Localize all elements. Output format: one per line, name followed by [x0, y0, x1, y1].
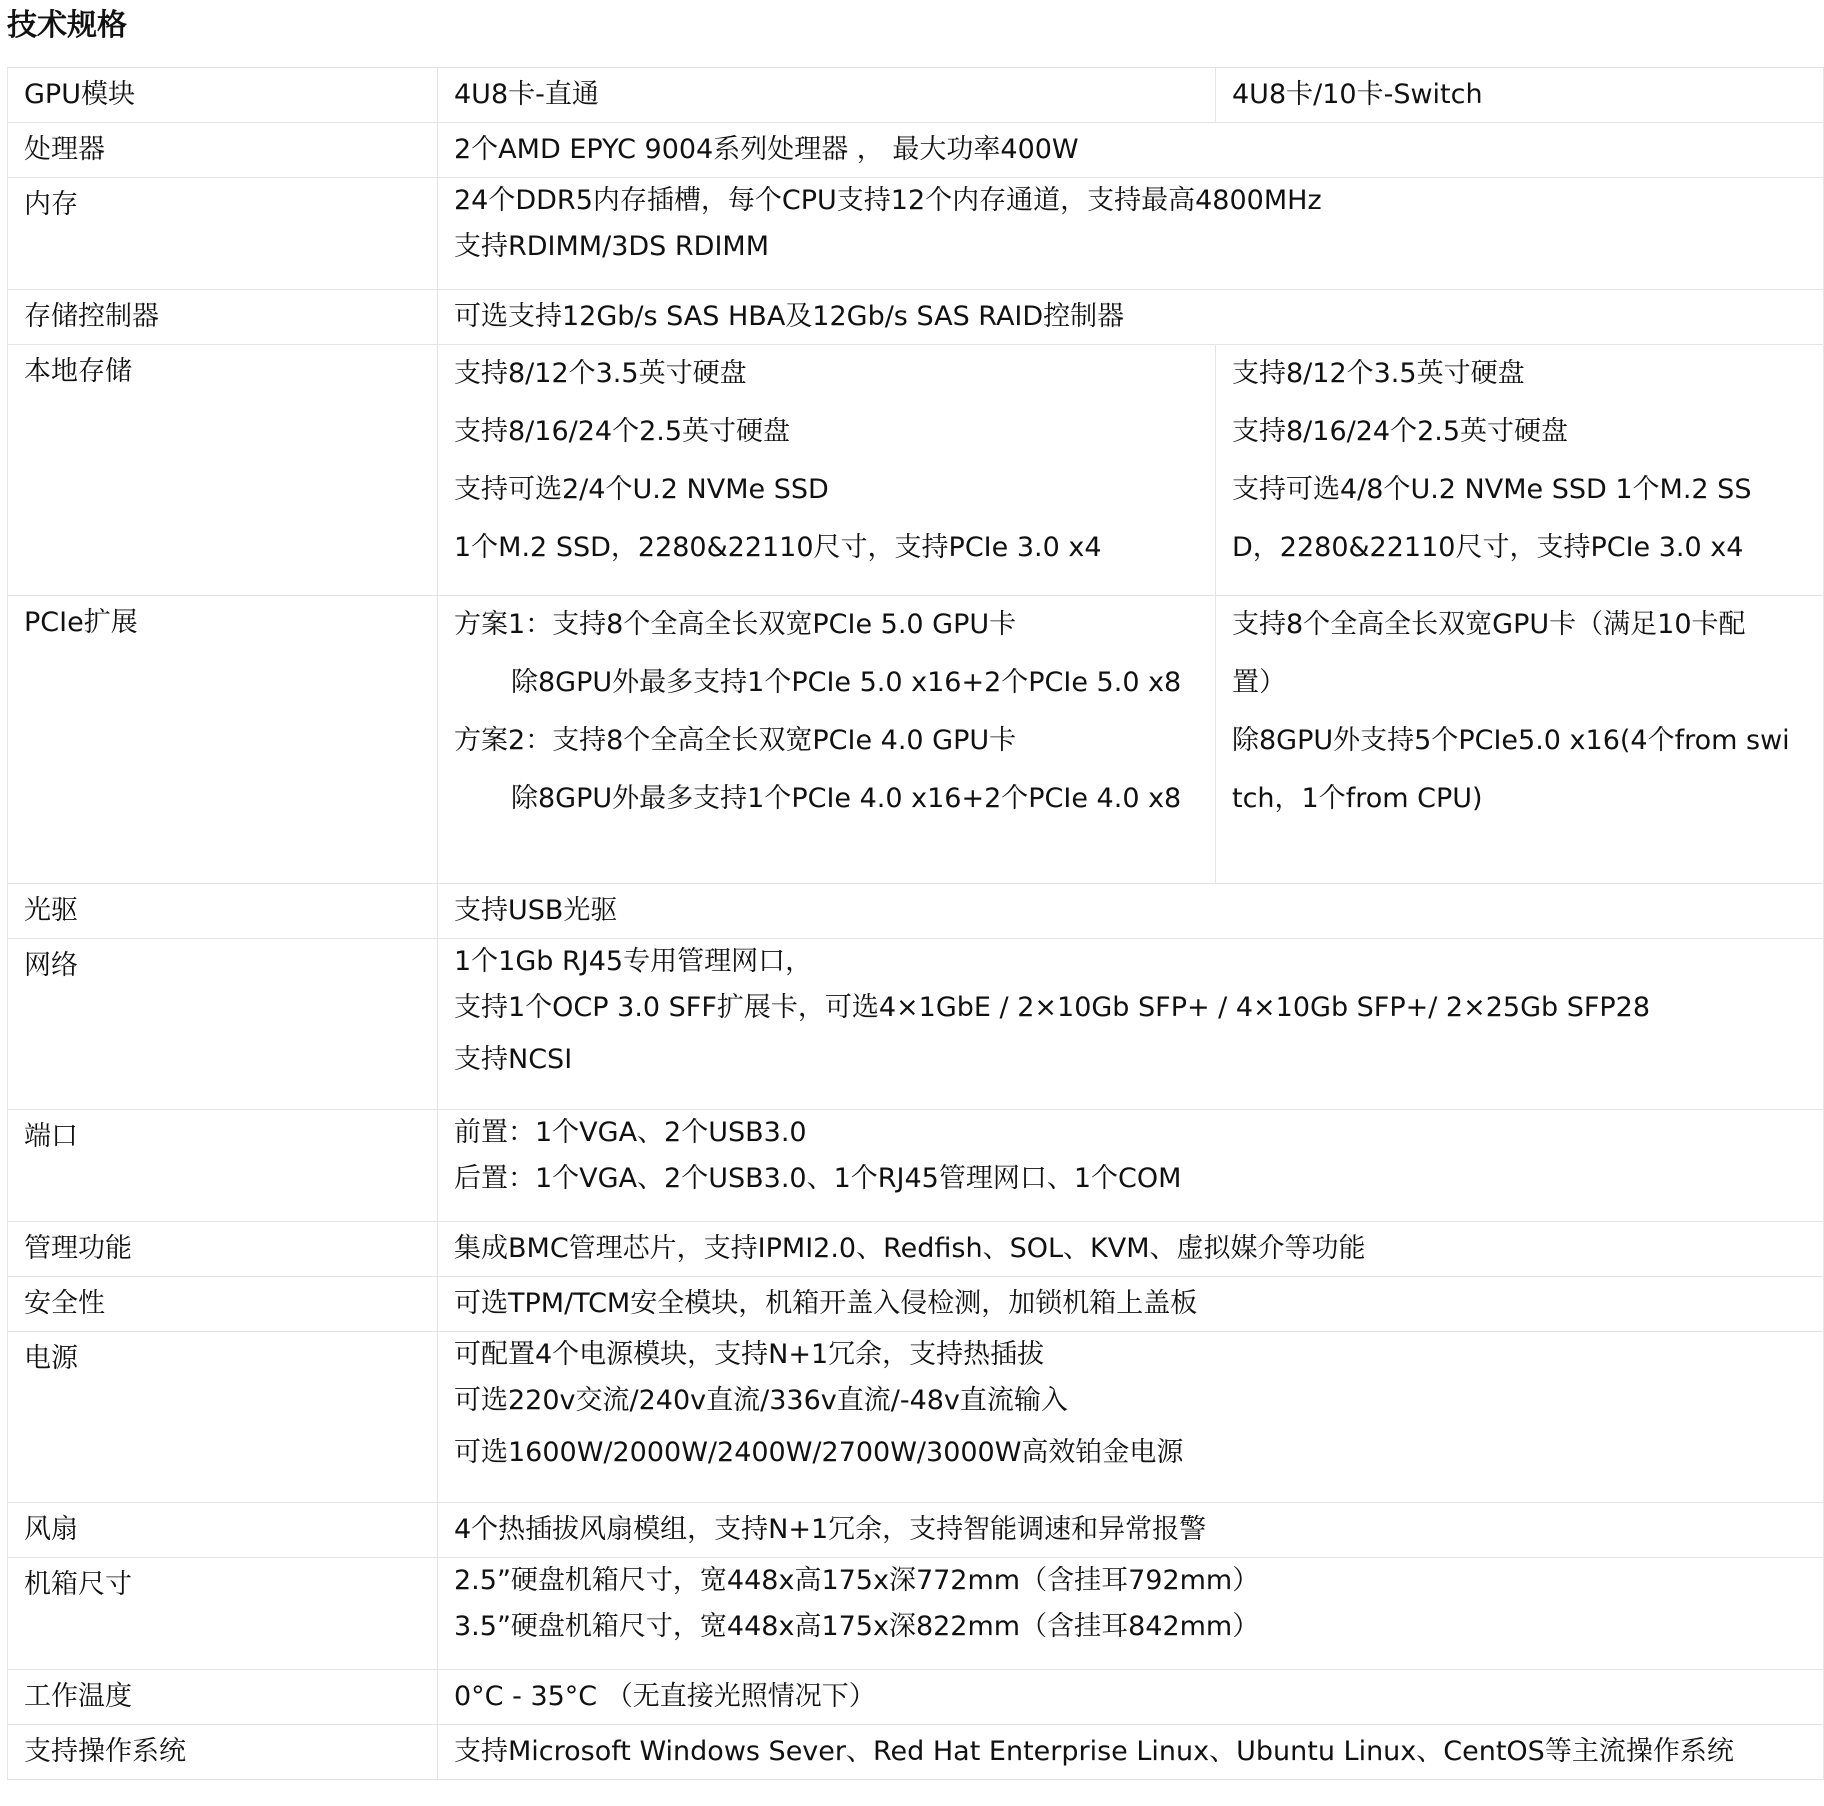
row-label-temperature: 工作温度 — [8, 1670, 438, 1725]
table-row-memory — [8, 178, 1824, 290]
row-label-storage: 本地存储 — [8, 345, 438, 596]
pcie-line: 除8GPU外最多支持1个PCIe 5.0 x16+2个PCIe 5.0 x8 — [511, 667, 1182, 698]
row-label-ports: 端口 — [8, 1110, 438, 1222]
cpu-value: 2个AMD EPYC 9004系列处理器 ， 最大功率400W — [438, 123, 1824, 178]
memory-line: 支持RDIMM/3DS RDIMM — [454, 231, 769, 262]
gpu-direct-cell: 4U8卡-直通 — [438, 68, 1216, 123]
table-row-fan — [8, 1503, 1824, 1558]
fan-value: 4个热插拔风扇模组，支持N+1冗余，支持智能调速和异常报警 — [438, 1503, 1824, 1558]
pcie-line: tch，1个from CPU) — [1232, 783, 1483, 814]
storage-line: 1个M.2 SSD，2280&22110尺寸，支持PCIe 3.0 x4 — [454, 532, 1102, 563]
pcie-line: 支持8个全高全长双宽GPU卡（满足10卡配 — [1232, 609, 1746, 640]
row-label-pcie: PCIe扩展 — [8, 596, 438, 884]
pcie-direct-cell — [438, 596, 1216, 884]
row-label-os: 支持操作系统 — [8, 1725, 438, 1780]
network-value — [438, 939, 1824, 1110]
table-row-cpu — [8, 123, 1824, 178]
chassis-line: 2.5”硬盘机箱尺寸，宽448x高175x深772mm（含挂耳792mm） — [454, 1565, 1260, 1596]
pcie-line: 除8GPU外最多支持1个PCIe 4.0 x16+2个PCIe 4.0 x8 — [511, 783, 1182, 814]
table-row-network — [8, 939, 1824, 1110]
table-row-pcie — [8, 596, 1824, 884]
row-label-gpu: GPU模块 — [8, 68, 438, 123]
pcie-line: 方案1：支持8个全高全长双宽PCIe 5.0 GPU卡 — [454, 609, 1017, 640]
table-row-power — [8, 1332, 1824, 1503]
security-value: 可选TPM/TCM安全模块，机箱开盖入侵检测，加锁机箱上盖板 — [438, 1277, 1824, 1332]
pcie-switch-cell — [1216, 596, 1824, 884]
memory-line: 24个DDR5内存插槽，每个CPU支持12个内存通道，支持最高4800MHz — [454, 185, 1322, 216]
table-row-management — [8, 1222, 1824, 1277]
controller-value: 可选支持12Gb/s SAS HBA及12Gb/s SAS RAID控制器 — [438, 290, 1824, 345]
row-label-optical: 光驱 — [8, 884, 438, 939]
table-row-gpu — [8, 68, 1824, 123]
network-line: 支持1个OCP 3.0 SFF扩展卡，可选4×1GbE / 2×10Gb SFP+ / 4×10Gb SFP+/ 2×25Gb SFP28 — [454, 992, 1651, 1023]
spec-table — [7, 67, 1824, 1780]
storage-line: 支持8/16/24个2.5英寸硬盘 — [1232, 416, 1569, 447]
os-value: 支持Microsoft Windows Sever、Red Hat Enterprise Linux、Ubuntu Linux、CentOS等主流操作系统 — [438, 1725, 1824, 1780]
chassis-value — [438, 1558, 1824, 1670]
row-label-memory: 内存 — [8, 178, 438, 290]
ports-line: 前置：1个VGA、2个USB3.0 — [454, 1117, 807, 1148]
table-row-os — [8, 1725, 1824, 1780]
storage-line: 支持8/12个3.5英寸硬盘 — [454, 358, 747, 389]
pcie-line: 方案2：支持8个全高全长双宽PCIe 4.0 GPU卡 — [454, 725, 1017, 756]
gpu-switch-cell: 4U8卡/10卡-Switch — [1216, 68, 1824, 123]
power-value — [438, 1332, 1824, 1503]
storage-line: 支持8/16/24个2.5英寸硬盘 — [454, 416, 791, 447]
row-label-security: 安全性 — [8, 1277, 438, 1332]
row-label-chassis: 机箱尺寸 — [8, 1558, 438, 1670]
row-label-fan: 风扇 — [8, 1503, 438, 1558]
storage-switch-cell — [1216, 345, 1824, 596]
table-row-optical — [8, 884, 1824, 939]
row-label-power: 电源 — [8, 1332, 438, 1503]
management-value: 集成BMC管理芯片，支持IPMI2.0、Redfish、SOL、KVM、虚拟媒介等功能 — [438, 1222, 1824, 1277]
table-row-chassis — [8, 1558, 1824, 1670]
power-line: 可选220v交流/240v直流/336v直流/-48v直流输入 — [454, 1385, 1068, 1416]
table-row-security — [8, 1277, 1824, 1332]
power-line: 可选1600W/2000W/2400W/2700W/3000W高效铂金电源 — [454, 1437, 1184, 1468]
storage-direct-cell — [438, 345, 1216, 596]
pcie-line: 置） — [1232, 667, 1286, 698]
temperature-value: 0°C - 35°C （无直接光照情况下） — [438, 1670, 1824, 1725]
storage-line: 支持可选4/8个U.2 NVMe SSD 1个M.2 SS — [1232, 474, 1752, 505]
page-title: 技术规格 — [7, 8, 127, 43]
pcie-line: 除8GPU外支持5个PCIe5.0 x16(4个from swi — [1232, 725, 1790, 756]
network-line: 支持NCSI — [454, 1044, 573, 1075]
storage-line: 支持可选2/4个U.2 NVMe SSD — [454, 474, 829, 505]
storage-line: 支持8/12个3.5英寸硬盘 — [1232, 358, 1525, 389]
row-label-cpu: 处理器 — [8, 123, 438, 178]
chassis-line: 3.5”硬盘机箱尺寸，宽448x高175x深822mm（含挂耳842mm） — [454, 1611, 1260, 1642]
table-row-storage — [8, 345, 1824, 596]
network-line: 1个1Gb RJ45专用管理网口， — [454, 946, 813, 977]
row-label-network: 网络 — [8, 939, 438, 1110]
ports-value — [438, 1110, 1824, 1222]
row-label-controller: 存储控制器 — [8, 290, 438, 345]
ports-line: 后置：1个VGA、2个USB3.0、1个RJ45管理网口、1个COM — [454, 1163, 1182, 1194]
table-row-temperature — [8, 1670, 1824, 1725]
row-label-management: 管理功能 — [8, 1222, 438, 1277]
power-line: 可配置4个电源模块，支持N+1冗余，支持热插拔 — [454, 1339, 1045, 1370]
table-row-ports — [8, 1110, 1824, 1222]
storage-line: D，2280&22110尺寸，支持PCIe 3.0 x4 — [1232, 532, 1744, 563]
memory-value — [438, 178, 1824, 290]
optical-value: 支持USB光驱 — [438, 884, 1824, 939]
table-row-controller — [8, 290, 1824, 345]
